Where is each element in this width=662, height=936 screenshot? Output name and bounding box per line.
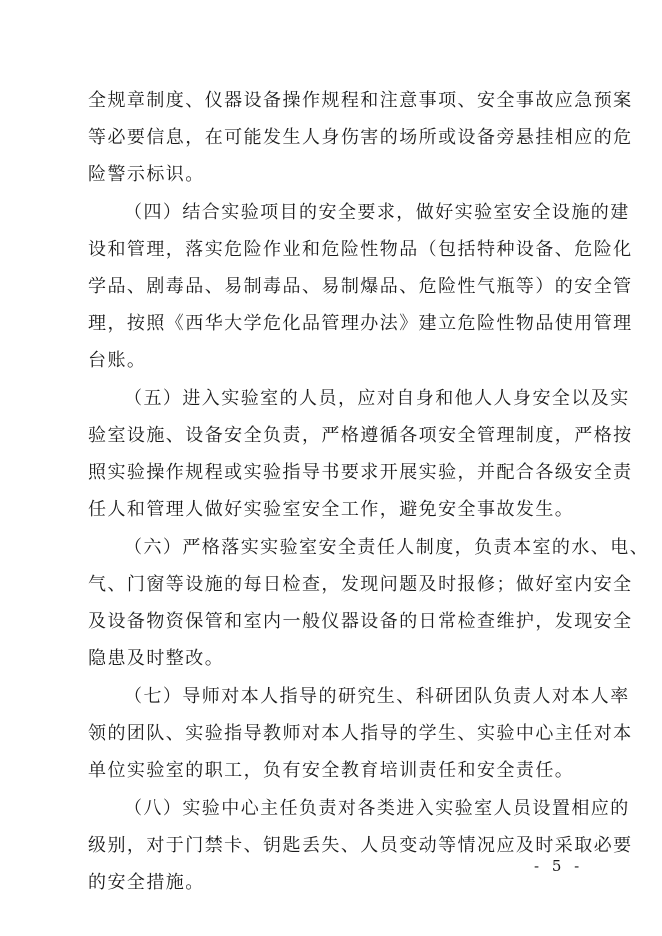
text-line: 学品、剧毒品、易制毒品、易制爆品、危险性气瓶等）的安全管 bbox=[88, 276, 633, 297]
text-line: （五）进入实验室的人员，应对自身和他人人身安全以及实 bbox=[124, 388, 630, 409]
text-line: 设和管理，落实危险作业和危险性物品（包括特种设备、危险化 bbox=[88, 239, 633, 260]
page-number: - 5 - bbox=[534, 857, 584, 875]
text-line: （六）严格落实实验室安全责任人制度，负责本室的水、电、 bbox=[124, 537, 650, 558]
text-line: （四）结合实验项目的安全要求，做好实验室安全设施的建 bbox=[124, 202, 630, 223]
text-line: 及设备物资保管和室内一般仪器设备的日常检查维护，发现安全 bbox=[88, 611, 633, 632]
paragraph-continuation bbox=[88, 82, 633, 193]
text-line: （八）实验中心主任负责对各类进入实验室人员设置相应的 bbox=[124, 798, 630, 819]
text-line: 领的团队、实验指导教师对本人指导的学生、实验中心主任对本 bbox=[88, 723, 633, 744]
text-line: 照实验操作规程或实验指导书要求开展实验，并配合各级安全责 bbox=[88, 462, 633, 483]
paragraph-item-4 bbox=[88, 194, 633, 379]
text-line: （七）导师对本人指导的研究生、科研团队负责人对本人率 bbox=[124, 686, 630, 707]
paragraph-item-7 bbox=[88, 678, 633, 789]
text-line: 级别，对于门禁卡、钥匙丢失、人员变动等情况应及时采取必要 bbox=[88, 835, 633, 856]
text-line: 等必要信息，在可能发生人身伤害的场所或设备旁悬挂相应的危 bbox=[88, 127, 633, 148]
document-body bbox=[88, 82, 650, 901]
text-line: 全规章制度、仪器设备操作规程和注意事项、安全事故应急预案 bbox=[88, 90, 633, 111]
text-line: 的安全措施。 bbox=[88, 872, 205, 893]
text-line: 气、门窗等设施的每日检查，发现问题及时报修；做好室内安全 bbox=[88, 574, 633, 595]
paragraph-item-5 bbox=[88, 380, 633, 528]
paragraph-item-6 bbox=[88, 529, 650, 677]
paragraph-item-8 bbox=[88, 790, 633, 901]
text-line: 单位实验室的职工，负有安全教育培训责任和安全责任。 bbox=[88, 760, 575, 781]
text-line: 任人和管理人做好实验室安全工作，避免安全事故发生。 bbox=[88, 499, 575, 520]
text-line: 险警示标识。 bbox=[88, 164, 205, 185]
text-line: 验室设施、设备安全负责，严格遵循各项安全管理制度，严格按 bbox=[88, 425, 633, 446]
text-line: 理，按照《西华大学危化品管理办法》建立危险性物品使用管理 bbox=[88, 313, 633, 334]
text-line: 隐患及时整改。 bbox=[88, 648, 225, 669]
text-line: 台账。 bbox=[88, 350, 147, 371]
